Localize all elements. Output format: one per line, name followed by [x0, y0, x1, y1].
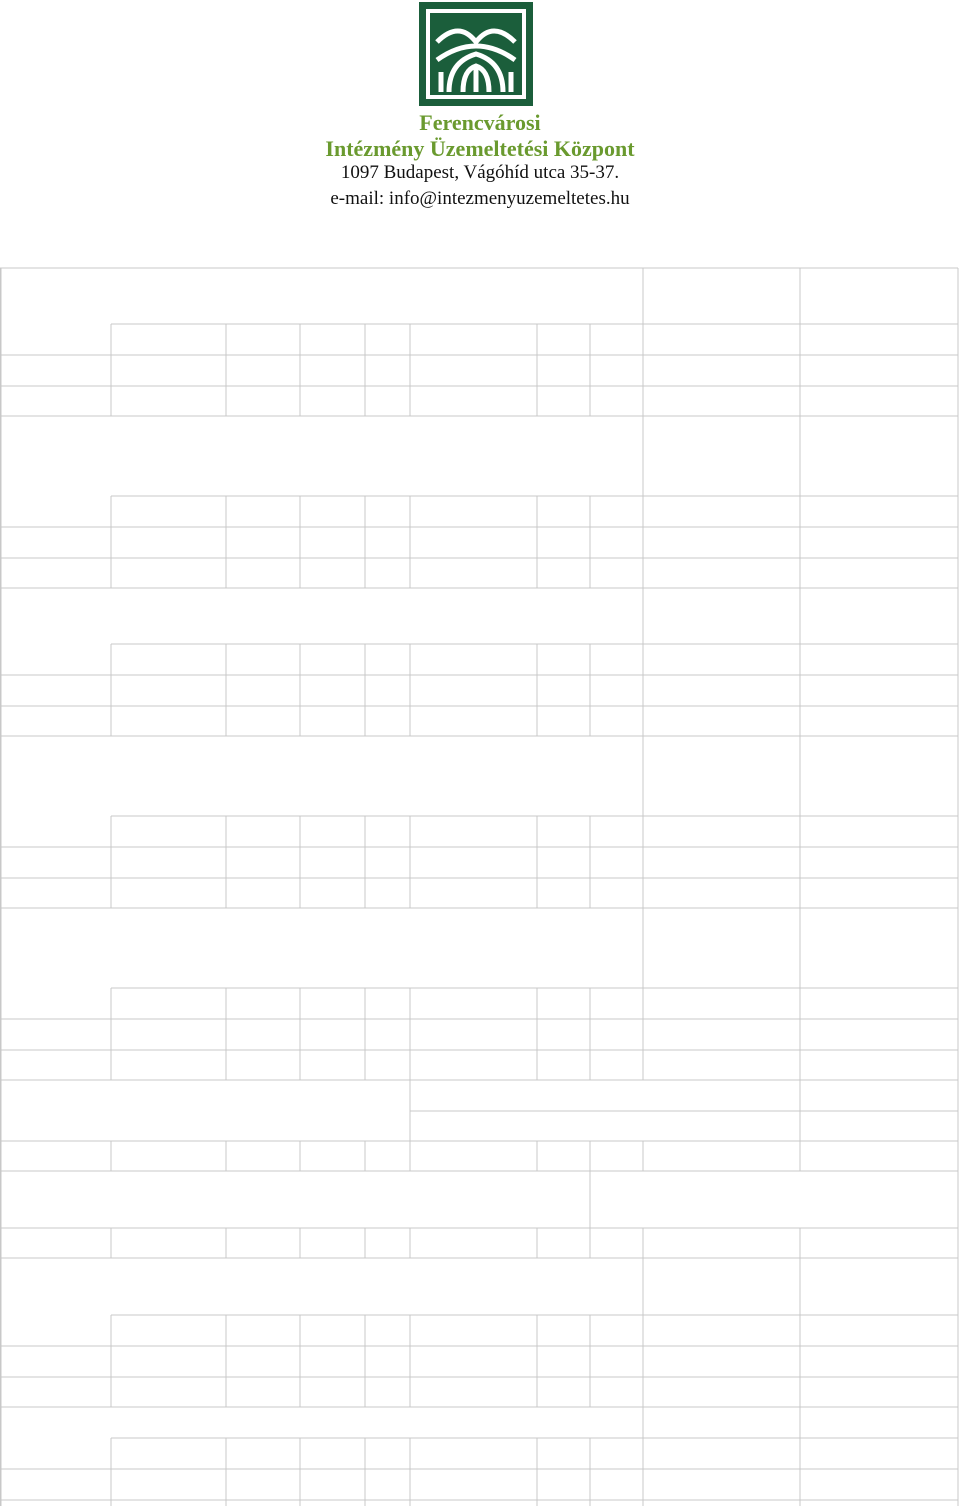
org-email: e-mail: info@intezmenyuzemeltetes.hu [330, 188, 630, 209]
org-name-line2: Intézmény Üzemeltetési Központ [325, 136, 635, 161]
org-name-line1: Ferencvárosi [419, 110, 541, 135]
org-address: 1097 Budapest, Vágóhíd utca 35-37. [340, 162, 620, 183]
